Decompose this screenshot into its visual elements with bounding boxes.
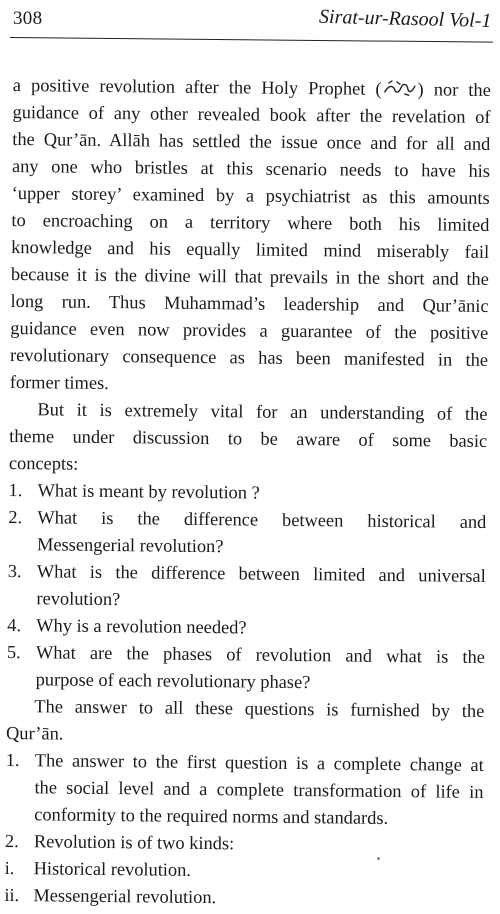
list-item-line: the social level and a complete transformation of life in <box>34 777 484 802</box>
list-marker: 4. <box>7 614 22 636</box>
list-marker: 1. <box>5 749 20 771</box>
kinds-list <box>4 855 483 914</box>
answers-list <box>5 747 484 860</box>
list-item-line: purpose of each revolutionary phase? <box>35 669 311 693</box>
list-item-line: Messengerial revolution? <box>36 534 224 557</box>
page-header <box>13 5 492 38</box>
list-marker: 2. <box>8 506 23 528</box>
paragraph-line: guidance even now provides a guarantee of the positive <box>10 317 489 343</box>
print-speck <box>377 857 380 860</box>
paragraph-line: because it is the divine will that prevails in the short and the <box>10 263 489 289</box>
paragraph-line: revolutionary consequence as has been manifested in the <box>9 344 489 370</box>
pbuh-calligraphy-icon <box>383 78 417 96</box>
paragraph-3 <box>6 693 485 752</box>
paragraph-line: concepts: <box>8 452 79 474</box>
paragraph-line: The answer to all these questions is furnished by the <box>34 696 485 721</box>
page-number: 308 <box>13 8 43 29</box>
list-item-line: conformity to the required norms and standards. <box>34 804 389 828</box>
list-marker: 3. <box>7 560 22 582</box>
list-marker: ii. <box>4 884 20 906</box>
paragraph-line: the Qur’ān. Allāh has settled the issue once and for all and <box>12 128 491 155</box>
list-item <box>6 639 485 698</box>
list-item-line: What are the phases of revolution and what is the <box>35 642 486 667</box>
paragraph-line: Qur’ān. <box>5 722 64 744</box>
list-item-line: revolution? <box>36 588 121 610</box>
body-text <box>4 72 491 914</box>
list-item <box>8 504 487 563</box>
list-item-line: What is meant by revolution ? <box>37 480 260 503</box>
list-item-line: Revolution is of two kinds: <box>33 831 235 854</box>
list-item-line: What is the difference between limited and universal <box>36 561 486 586</box>
list-marker: 2. <box>4 830 19 852</box>
running-head: Sirat-ur-Rasool Vol-1 <box>318 5 492 32</box>
paragraph-line: theme under discussion to be aware of some basic <box>9 425 488 451</box>
paragraph-line: long run. Thus Muhammad’s leadership and Qur’ānic <box>10 290 489 316</box>
paragraph-line: knowledge and his equally limited mind miserably fail <box>11 236 490 262</box>
list-marker: i. <box>4 857 15 879</box>
list-item <box>7 558 486 617</box>
paragraph-line-part: a positive revolution after the Holy Prophet ( <box>12 74 382 99</box>
paragraph-line: guidance of any other revealed book after the revelation of <box>12 101 491 128</box>
list-item-line: The answer to the first question is a complete change at <box>34 750 484 775</box>
list-marker: 5. <box>6 641 21 663</box>
paragraph-1 <box>10 72 491 401</box>
list-item-line: Messengerial revolution. <box>33 885 217 908</box>
paragraph-line: But it is extremely vital for an understanding of the <box>37 399 488 424</box>
paragraph-line: former times. <box>9 371 109 394</box>
list-item-line: Why is a revolution needed? <box>36 615 247 638</box>
paragraph-line-part: ) nor the <box>417 79 491 101</box>
list-item-line: What is the difference between historical and <box>37 507 487 532</box>
list-marker: 1. <box>8 479 23 501</box>
paragraph-line: any one who bristles at this scenario needs to have his <box>11 155 491 181</box>
list-item <box>5 747 484 833</box>
questions-list <box>6 477 486 698</box>
list-item-line: Historical revolution. <box>33 858 192 880</box>
list-item <box>4 882 482 914</box>
paragraph-2 <box>9 396 488 482</box>
paragraph-line: to encroaching on a territory where both his limited <box>11 209 490 235</box>
paragraph-line: ‘upper storey’ examined by a psychiatrist as this amounts <box>11 182 490 208</box>
